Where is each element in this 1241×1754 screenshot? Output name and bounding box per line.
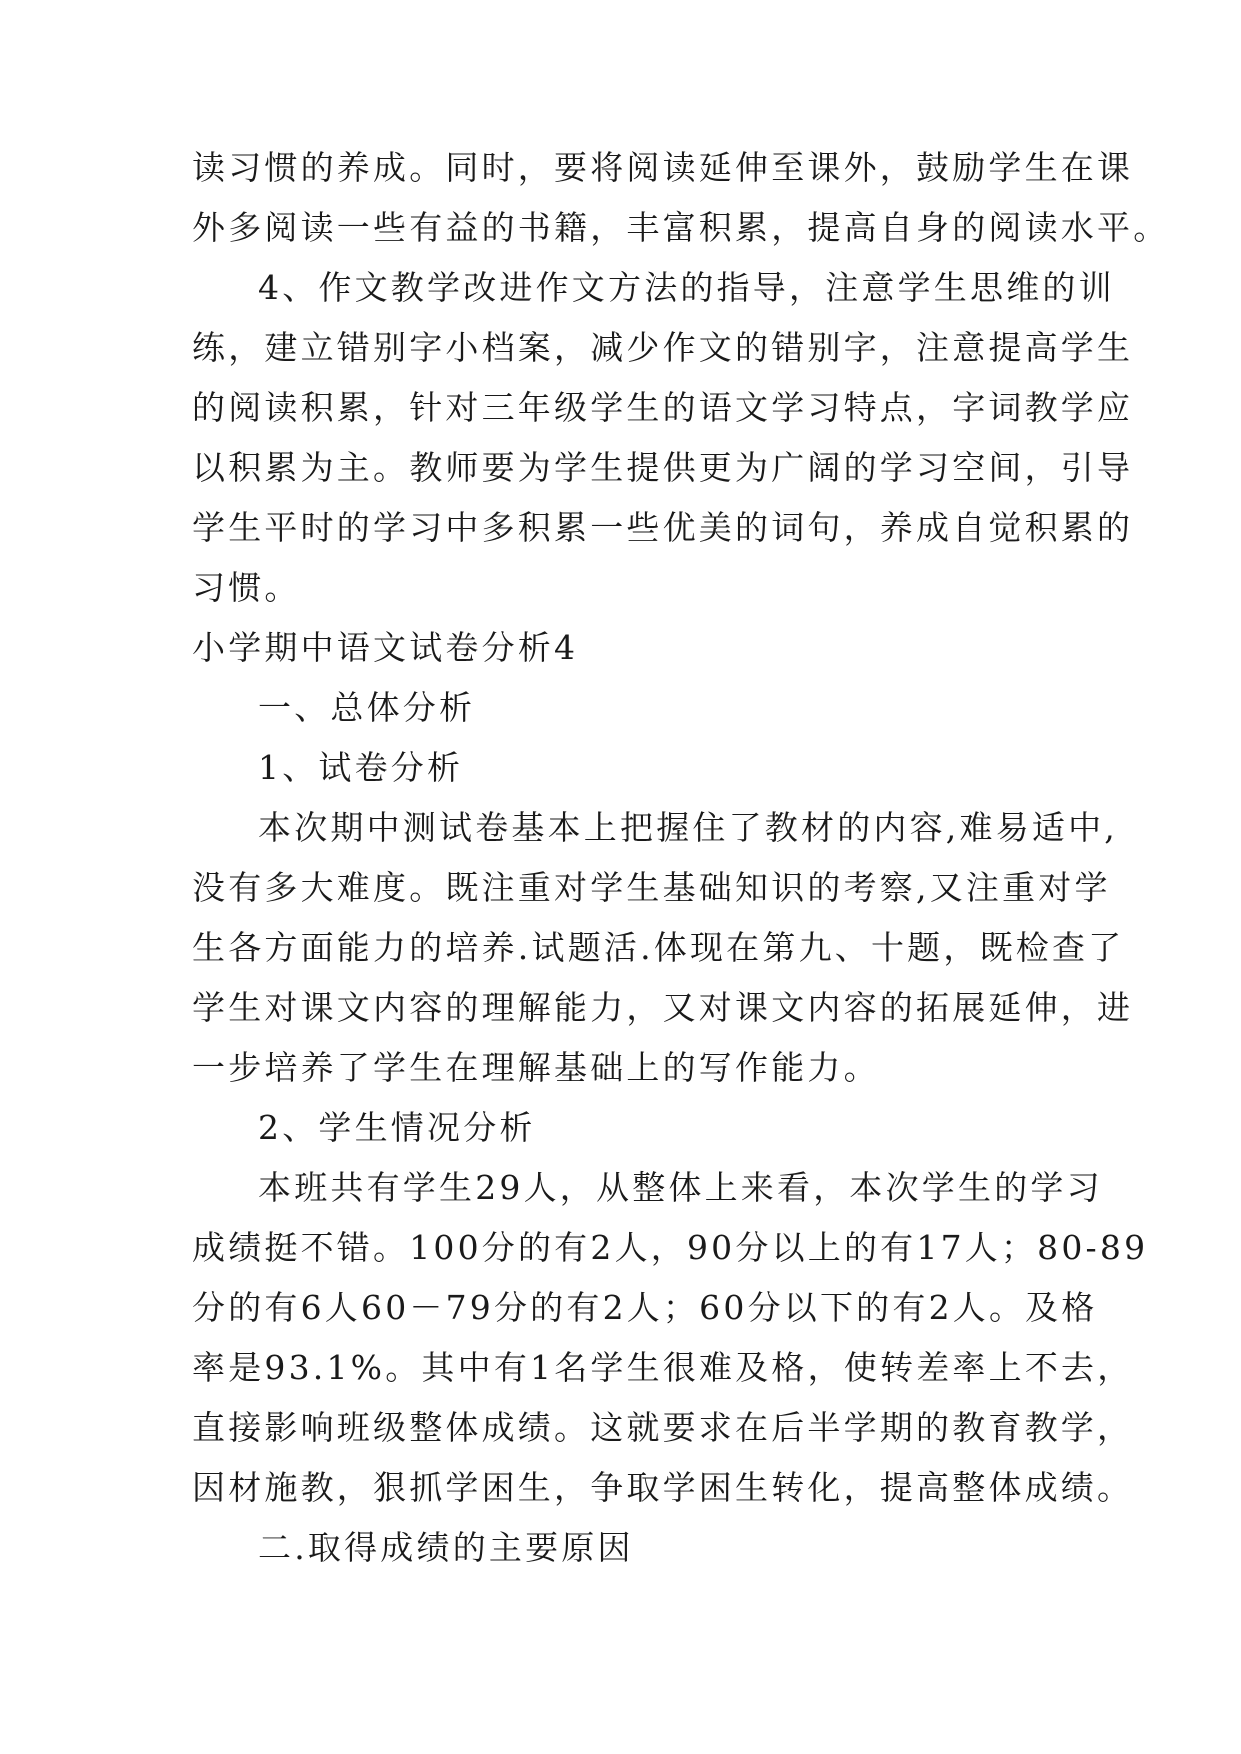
paragraph-line: 一步培养了学生在理解基础上的写作能力。 [192,1048,880,1087]
subsection-heading: 1、试卷分析 [258,748,464,787]
subsection-heading: 2、学生情况分析 [258,1108,536,1147]
paragraph-line: 外多阅读一些有益的书籍，丰富积累，提高自身的阅读水平。 [192,208,1170,247]
section-heading: 二.取得成绩的主要原因 [258,1528,634,1567]
paragraph-line: 4、作文教学改进作文方法的指导，注意学生思维的训 [258,268,1115,307]
paragraph-line: 直接影响班级整体成绩。这就要求在后半学期的教育教学， [192,1408,1134,1447]
paragraph-line: 以积累为主。教师要为学生提供更为广阔的学习空间，引导 [192,448,1134,487]
paragraph-line: 的阅读积累，针对三年级学生的语文学习特点，字词教学应 [192,388,1134,427]
paragraph-line: 分的有6人60－79分的有2人；60分以下的有2人。及格 [192,1288,1098,1327]
paragraph-line: 读习惯的养成。同时，要将阅读延伸至课外，鼓励学生在课 [192,148,1134,187]
paragraph-line: 本班共有学生29人，从整体上来看，本次学生的学习 [258,1168,1103,1207]
paragraph-line: 学生对课文内容的理解能力，又对课文内容的拓展延伸，进 [192,988,1134,1027]
paragraph-line: 因材施教，狠抓学困生，争取学困生转化，提高整体成绩。 [192,1468,1134,1507]
section-heading: 一、总体分析 [258,688,476,727]
paragraph-line: 习惯。 [192,568,301,607]
paragraph-line: 练，建立错别字小档案，减少作文的错别字，注意提高学生 [192,328,1134,367]
paragraph-line: 成绩挺不错。100分的有2人，90分以上的有17人；80-89 [192,1228,1149,1267]
paragraph-line: 本次期中测试卷基本上把握住了教材的内容,难易适中, [258,808,1118,847]
paragraph-line: 没有多大难度。既注重对学生基础知识的考察,又注重对学 [192,868,1111,907]
paragraph-line: 学生平时的学习中多积累一些优美的词句，养成自觉积累的 [192,508,1134,547]
paragraph-line: 生各方面能力的培养.试题活.体现在第九、十题，既检查了 [192,928,1125,967]
section-title: 小学期中语文试卷分析4 [192,628,579,667]
paragraph-line: 率是93.1%。其中有1名学生很难及格，使转差率上不去， [192,1348,1134,1387]
